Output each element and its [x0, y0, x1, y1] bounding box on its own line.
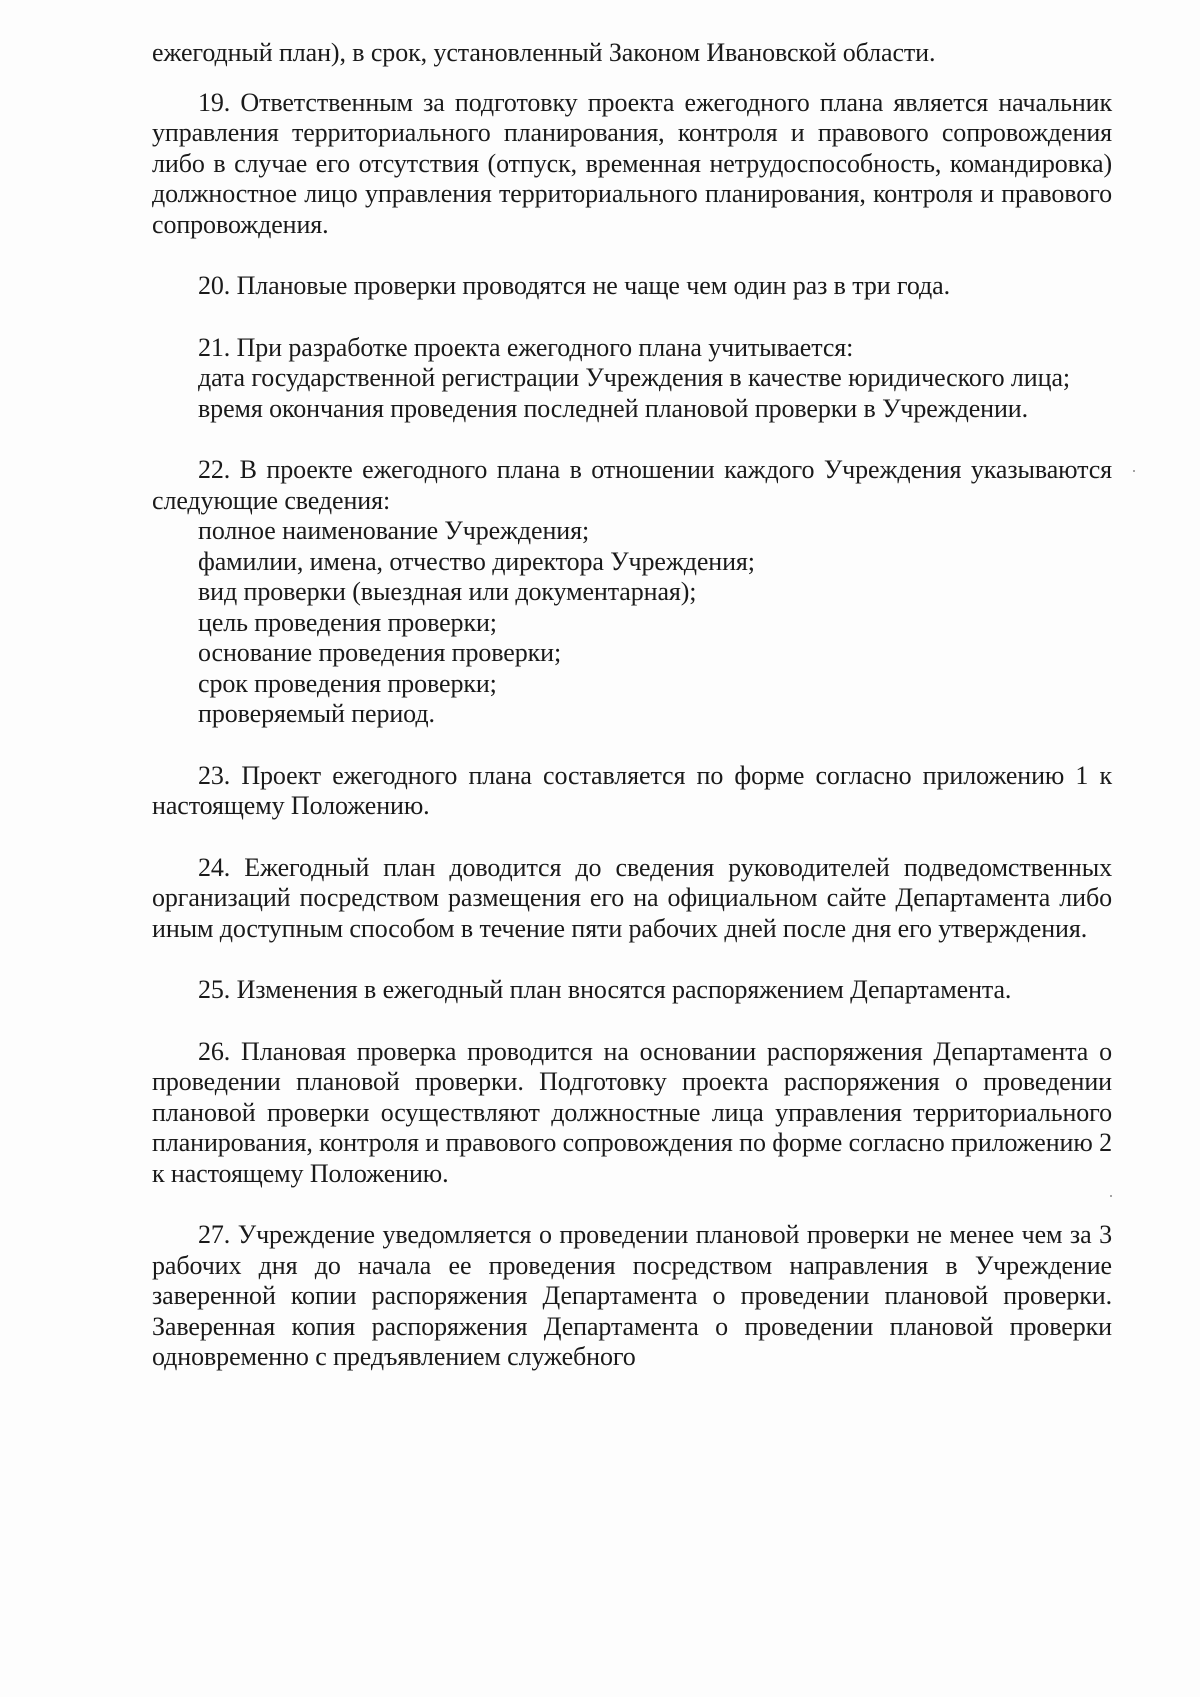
list-item: вид проверки (выездная или документарная);	[198, 577, 697, 606]
list-item: полное наименование Учреждения;	[198, 516, 590, 545]
list-item: основание проведения проверки;	[198, 638, 562, 667]
list-item: проверяемый период.	[198, 699, 435, 728]
paragraph-22-intro: 22. В проекте ежегодного плана в отношении каждого Учреждения указываются следующие сведения:	[152, 455, 1112, 515]
paragraph-21-intro: 21. При разработке проекта ежегодного плана учитывается:	[198, 332, 854, 362]
paragraph-19: 19. Ответственным за подготовку проекта ежегодного плана является начальник управления территориального планирования, контроля и правового сопровождения либо в случае его отсутствия (отпуск, временная нетрудоспособность, командировка) должностное лицо управления территориального планирования, контроля и правового сопровождения.	[152, 87, 1112, 239]
paragraph-20: 20. Плановые проверки проводятся не чаще чем один раз в три года.	[198, 271, 950, 300]
list-item: фамилии, имена, отчество директора Учреждения;	[198, 546, 755, 576]
scan-speck	[1133, 470, 1135, 472]
list-item: дата государственной регистрации Учреждения в качестве юридического лица;	[198, 363, 1071, 392]
paragraph-25: 25. Изменения в ежегодный план вносятся распоряжением Департамента.	[198, 975, 1012, 1004]
paragraph-24: 24. Ежегодный план доводится до сведения руководителей подведомственных организаций посредством размещения его на официальном сайте Департамента либо иным доступным способом в течение пяти рабочих дней после дня его утверждения.	[152, 852, 1112, 943]
list-item: время окончания проведения последней плановой проверки в Учреждении.	[198, 393, 1028, 423]
document-body	[152, 38, 1112, 1373]
list-item: срок проведения проверки;	[198, 668, 497, 698]
paragraph-22	[152, 455, 1112, 730]
list-item: цель проведения проверки;	[198, 607, 497, 637]
paragraph-23: 23. Проект ежегодного плана составляется по форме согласно приложению 1 к настоящему Положению.	[152, 760, 1112, 820]
paragraph-26: 26. Плановая проверка проводится на основании распоряжения Департамента о проведении плановой проверки. Подготовку проекта распоряжения о проведении плановой проверки осуществляют должностные лица управления территориального планирования, контроля и правового сопровождения по форме согласно приложению 2 к настоящему Положению.	[152, 1036, 1112, 1188]
paragraph-21	[152, 333, 1112, 425]
paragraph-27: 27. Учреждение уведомляется о проведении плановой проверки не менее чем за 3 рабочих дня до начала ее проведения посредством направления в Учреждение заверенной копии распоряжения Департамента о проведении плановой проверки. Заверенная копия распоряжения Департамента о проведении плановой проверки одновременно с предъявлением служебного	[152, 1220, 1112, 1371]
continuation-line: ежегодный план), в срок, установленный Законом Ивановской области.	[152, 38, 936, 67]
